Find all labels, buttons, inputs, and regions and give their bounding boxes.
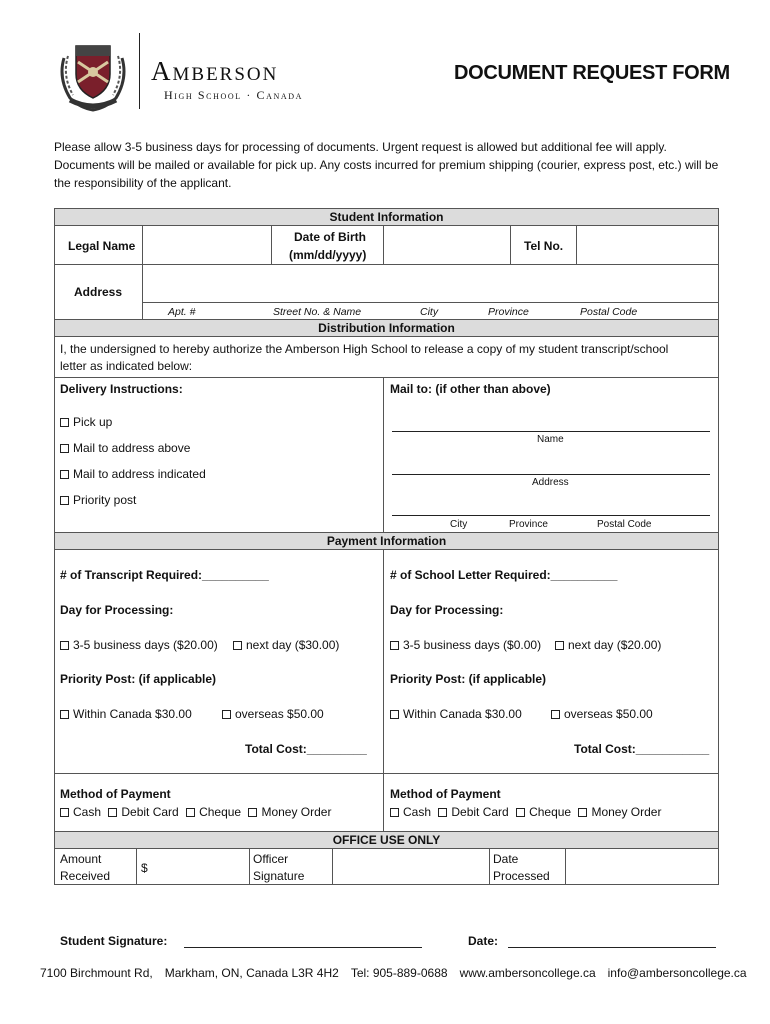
right-method-title: Method of Payment	[390, 787, 501, 801]
form-title: DOCUMENT REQUEST FORM	[454, 62, 730, 84]
legal-name-field[interactable]	[144, 228, 270, 263]
checkbox[interactable]	[60, 808, 69, 817]
payment-info-header: Payment Information	[55, 532, 718, 550]
mail-name-caption: Name	[537, 434, 564, 445]
checkbox[interactable]	[233, 641, 242, 650]
transcript-day-label: Day for Processing:	[60, 603, 174, 617]
dob-field[interactable]	[385, 228, 509, 263]
letter-priority-label: Priority Post: (if applicable)	[390, 672, 547, 686]
amount-label-line1: Amount	[60, 852, 102, 866]
letter-total-cost: Total Cost:___________	[574, 742, 710, 756]
option-pick-up[interactable]: Pick up	[60, 414, 112, 430]
signature-date-label: Date:	[468, 934, 499, 948]
checkbox[interactable]	[222, 710, 231, 719]
checkbox[interactable]	[555, 641, 564, 650]
option-mail-indicated[interactable]: Mail to address indicated	[60, 466, 206, 482]
student-signature-label: Student Signature:	[60, 934, 168, 948]
transcript-3-5-days[interactable]: 3-5 business days ($20.00)	[60, 637, 218, 653]
mail-address-caption: Address	[532, 477, 569, 488]
letter-count-label: # of School Letter Required:__________	[390, 568, 618, 582]
officer-signature-field[interactable]	[334, 850, 488, 884]
option-priority-post[interactable]: Priority post	[60, 492, 136, 508]
checkbox[interactable]	[390, 808, 399, 817]
letter-within-canada[interactable]: Within Canada $30.00	[390, 706, 522, 722]
school-subtitle: High School · Canada	[164, 88, 303, 102]
mail-province-caption: Province	[509, 519, 548, 530]
checkbox[interactable]	[438, 808, 447, 817]
amount-label-line2: Received	[60, 869, 111, 883]
letter-day-label: Day for Processing:	[390, 603, 504, 617]
transcript-overseas[interactable]: overseas $50.00	[222, 706, 324, 722]
header-divider	[139, 33, 140, 109]
city-caption: City	[420, 306, 439, 318]
province-caption: Province	[488, 306, 529, 318]
checkbox[interactable]	[60, 444, 69, 453]
transcript-priority-label: Priority Post: (if applicable)	[60, 672, 217, 686]
date-processed-line2: Processed	[493, 869, 550, 883]
checkbox[interactable]	[551, 710, 560, 719]
student-signature-line[interactable]	[184, 947, 422, 948]
signature-date-line[interactable]	[508, 947, 716, 948]
distribution-info-header: Distribution Information	[55, 319, 718, 337]
mail-postal-caption: Postal Code	[597, 519, 652, 530]
checkbox[interactable]	[60, 641, 69, 650]
transcript-count-label: # of Transcript Required:__________	[60, 568, 269, 582]
left-payment-methods: Cash Debit Card Cheque Money Order	[60, 804, 331, 820]
checkbox[interactable]	[60, 496, 69, 505]
mail-to-title: Mail to: (if other than above)	[390, 382, 551, 396]
checkbox[interactable]	[390, 641, 399, 650]
postal-caption: Postal Code	[580, 306, 638, 318]
street-caption: Street No. & Name	[273, 306, 362, 318]
amount-field[interactable]	[152, 850, 248, 884]
footer-contact	[40, 966, 747, 980]
mail-city-caption: City	[450, 519, 468, 530]
footer-website[interactable]: www.ambersoncollege.ca	[459, 966, 596, 980]
footer-tel: Tel: 905-889-0688	[350, 966, 448, 980]
officer-label-line1: Officer	[253, 852, 289, 866]
checkbox[interactable]	[578, 808, 587, 817]
student-info-header: Student Information	[55, 208, 718, 226]
left-method-title: Method of Payment	[60, 787, 171, 801]
dob-label-line2: (mm/dd/yyyy)	[289, 248, 367, 262]
dob-label-line1: Date of Birth	[294, 230, 366, 244]
letter-3-5-days[interactable]: 3-5 business days ($0.00)	[390, 637, 541, 653]
legal-name-label: Legal Name	[68, 239, 136, 253]
footer-address: 7100 Birchmount Rd,	[40, 966, 153, 980]
checkbox[interactable]	[60, 470, 69, 479]
apt-caption: Apt. #	[168, 306, 196, 318]
footer-email[interactable]: info@ambersoncollege.ca	[607, 966, 747, 980]
option-mail-above[interactable]: Mail to address above	[60, 440, 190, 456]
date-processed-field[interactable]	[567, 850, 717, 884]
mail-city-line[interactable]	[392, 515, 710, 516]
address-field[interactable]	[144, 266, 717, 301]
officer-label-line2: Signature	[253, 869, 305, 883]
authorize-text-line1: I, the undersigned to hereby authorize the Amberson High School to release a copy of my student transcript/school	[60, 342, 669, 356]
office-use-header: OFFICE USE ONLY	[55, 831, 718, 849]
intro-text: Please allow 3-5 business days for processing of documents. Urgent request is allowed but additional fee will apply. Documents will be mailed or available for pick up. Any costs incurred for premium shipping (courier, express post, etc.) will be the responsibility of the applicant.	[54, 140, 719, 190]
letter-overseas[interactable]: overseas $50.00	[551, 706, 653, 722]
letter-next-day[interactable]: next day ($20.00)	[555, 637, 661, 653]
address-label: Address	[74, 285, 123, 299]
authorize-text-line2: letter as indicated below:	[60, 359, 193, 373]
school-name: Amberson	[151, 56, 279, 86]
tel-field[interactable]	[578, 228, 717, 263]
transcript-within-canada[interactable]: Within Canada $30.00	[60, 706, 192, 722]
checkbox[interactable]	[186, 808, 195, 817]
transcript-next-day[interactable]: next day ($30.00)	[233, 637, 339, 653]
checkbox[interactable]	[248, 808, 257, 817]
checkbox[interactable]	[60, 418, 69, 427]
delivery-instructions-title: Delivery Instructions:	[60, 382, 183, 396]
checkbox[interactable]	[516, 808, 525, 817]
checkbox[interactable]	[60, 710, 69, 719]
date-processed-line1: Date	[493, 852, 519, 866]
right-payment-methods: Cash Debit Card Cheque Money Order	[390, 804, 661, 820]
school-crest-logo	[56, 38, 130, 112]
amount-currency: $	[141, 861, 148, 875]
transcript-total-cost: Total Cost:_________	[245, 742, 367, 756]
checkbox[interactable]	[390, 710, 399, 719]
tel-label: Tel No.	[524, 239, 564, 253]
footer-city: Markham, ON, Canada L3R 4H2	[164, 966, 339, 980]
checkbox[interactable]	[108, 808, 117, 817]
